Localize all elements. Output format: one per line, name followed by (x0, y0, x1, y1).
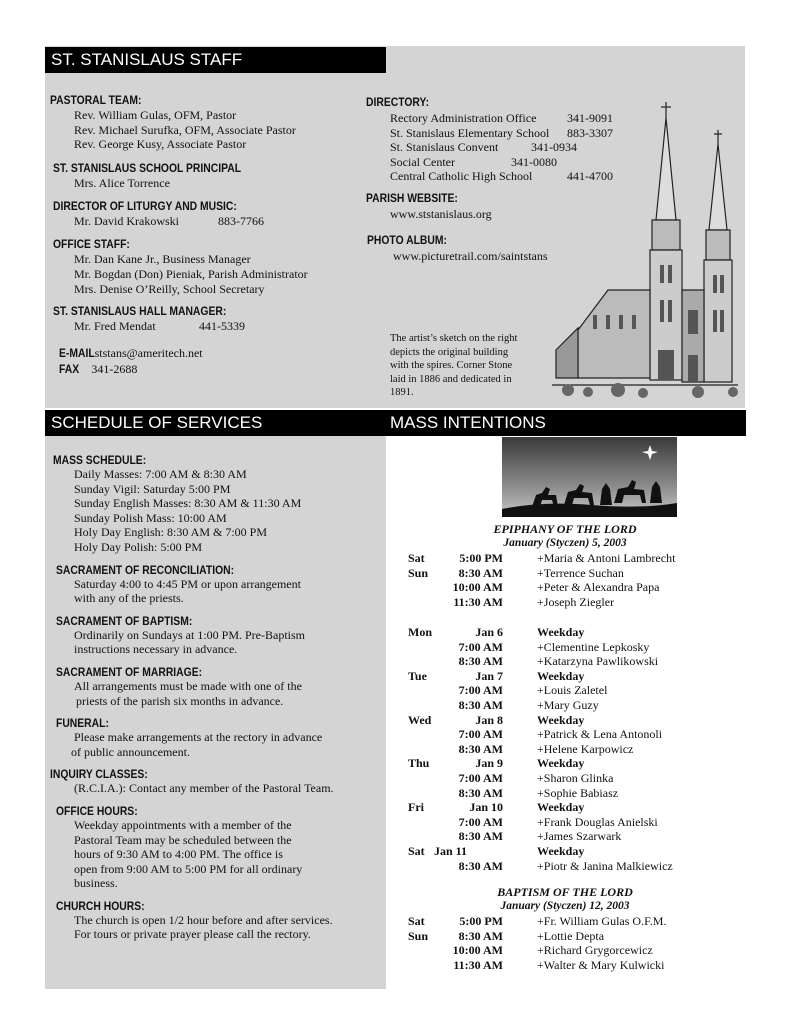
row-intention: +Maria & Antoni Lambrecht (537, 551, 676, 565)
row-time: 7:00 AM (458, 727, 503, 742)
hall-manager-name: Mr. Fred Mendat (74, 319, 156, 334)
office-staff-heading: OFFICE STAFF: (53, 239, 130, 252)
baptism-of-lord-date: January (Styczen) 12, 2003 (500, 900, 630, 912)
schedule-title-bar: SCHEDULE OF SERVICES (45, 410, 386, 436)
directory-entry-name: Rectory Administration Office (390, 111, 537, 125)
row-day: Sat (408, 914, 425, 928)
weekday-day: Mon (408, 625, 432, 639)
directory-entry-phone: 883-3307 (567, 125, 613, 140)
directory-entry-phone: 341-0934 (531, 140, 577, 155)
marriage-heading: SACRAMENT OF MARRIAGE: (56, 666, 203, 679)
inquiry-heading: INQUIRY CLASSES: (50, 769, 148, 782)
baptism-heading: SACRAMENT OF BAPTISM: (56, 615, 193, 628)
reconciliation-heading: SACRAMENT OF RECONCILIATION: (56, 564, 235, 577)
directory-entry-name: Central Catholic High School (390, 169, 533, 184)
baptism-of-lord-title: BAPTISM OF THE LORD (497, 885, 633, 899)
website-heading: PARISH WEBSITE: (366, 192, 458, 205)
weekday-day: Tue (408, 668, 427, 683)
epiphany-title: EPIPHANY OF THE LORD (493, 522, 637, 536)
schedule-line: hours of 9:30 AM to 4:00 PM. The office is (74, 847, 283, 862)
row-intention: +Sophie Babiasz (537, 785, 619, 800)
schedule-line: Please make arrangements at the rectory in advance (74, 730, 323, 745)
schedule-line: Daily Masses: 7:00 AM & 8:30 AM (74, 467, 247, 481)
staff-line: Mr. Bogdan (Don) Pieniak, Parish Administrator (74, 266, 308, 281)
schedule-column (50, 455, 385, 942)
staff-line: Rev. William Gulas, OFM, Pastor (74, 108, 237, 122)
row-intention: +Peter & Alexandra Papa (537, 580, 660, 595)
schedule-line: Sunday Vigil: Saturday 5:00 PM (74, 481, 231, 496)
staff-line: Mr. Dan Kane Jr., Business Manager (74, 252, 251, 267)
weekday-label: Weekday (537, 668, 585, 683)
schedule-line: Sunday English Masses: 8:30 AM & 11:30 AM (74, 496, 302, 511)
website-link[interactable]: www.ststanislaus.org (390, 206, 492, 221)
church-sketch-image (548, 100, 744, 408)
principal-heading: ST. STANISLAUS SCHOOL PRINCIPAL (53, 162, 242, 175)
row-time: 8:30 AM (458, 858, 503, 873)
row-intention: +Richard Grygorcewicz (537, 943, 653, 958)
row-intention: +Helene Karpowicz (537, 741, 634, 756)
row-intention: +Walter & Mary Kulwicki (537, 957, 665, 972)
weekday-date: Jan 7 (475, 668, 503, 683)
weekday-day: Thu (408, 756, 430, 771)
liturgy-phone: 883-7766 (218, 214, 264, 229)
directory-entry-phone: 341-9091 (567, 111, 613, 125)
schedule-line: open from 9:00 AM to 5:00 PM for all ordinary (74, 861, 303, 876)
row-intention: +Lottie Depta (537, 928, 605, 943)
directory-heading: DIRECTORY: (366, 97, 430, 109)
schedule-line: Weekday appointments with a member of the (74, 817, 292, 832)
row-intention: +Joseph Ziegler (537, 594, 615, 609)
staff-line: Rev. George Kusy, Associate Pastor (74, 137, 247, 152)
email-label: E-MAIL (59, 348, 95, 361)
weekday-label: Weekday (537, 800, 585, 815)
funeral-heading: FUNERAL: (56, 718, 109, 731)
staff-title-bar: ST. STANISLAUS STAFF (45, 47, 386, 73)
schedule-line: with any of the priests. (74, 591, 184, 606)
magi-image (502, 437, 677, 517)
weekday-label: Weekday (537, 625, 585, 639)
pastoral-team-heading: PASTORAL TEAM: (50, 95, 142, 107)
weekday-day: Fri (408, 800, 424, 815)
schedule-line: All arrangements must be made with one of the (74, 678, 302, 693)
row-day: Sat (408, 551, 425, 565)
schedule-line: business. (74, 876, 118, 891)
weekday-date: Jan 6 (475, 625, 503, 639)
row-intention: +Louis Zaletel (537, 683, 608, 698)
row-time: 7:00 AM (458, 639, 503, 654)
directory-entry-name: Social Center (390, 154, 455, 169)
hall-manager-heading: ST. STANISLAUS HALL MANAGER: (53, 306, 227, 319)
row-intention: +James Szarwark (537, 829, 622, 844)
weekday-date: Jan 8 (475, 712, 503, 727)
row-time: 8:30 AM (458, 785, 503, 800)
schedule-line: priests of the parish six months in advance. (76, 693, 284, 708)
schedule-line: The church is open 1/2 hour before and after services. (74, 912, 333, 927)
church-hours-heading: CHURCH HOURS: (56, 900, 145, 913)
directory-entry-name: St. Stanislaus Elementary School (390, 125, 550, 140)
office-hours-heading: OFFICE HOURS: (56, 805, 138, 818)
row-time: 10:00 AM (452, 943, 503, 958)
row-time: 11:30 AM (453, 594, 503, 609)
schedule-line: Saturday 4:00 to 4:45 PM or upon arrangement (74, 576, 301, 591)
directory-entry-phone: 341-0080 (511, 154, 557, 169)
schedule-line: Holy Day English: 8:30 AM & 7:00 PM (74, 525, 268, 540)
staff-line: Mrs. Denise O’Reilly, School Secretary (74, 281, 265, 296)
schedule-line: instructions necessary in advance. (74, 642, 238, 657)
row-time: 8:30 AM (458, 829, 503, 844)
directory-entry-phone: 441-4700 (567, 169, 613, 184)
schedule-line: Holy Day Polish: 5:00 PM (74, 539, 203, 554)
photo-album-link[interactable]: www.picturetrail.com/saintstans (393, 248, 548, 263)
row-intention: +Fr. William Gulas O.F.M. (537, 914, 667, 928)
weekday-day: Sat (408, 844, 425, 858)
row-intention: +Frank Douglas Anielski (537, 814, 658, 829)
row-time: 10:00 AM (452, 580, 503, 595)
staff-line: Mrs. Alice Torrence (74, 175, 170, 190)
row-time: 7:00 AM (458, 814, 503, 829)
weekday-label: Weekday (537, 712, 585, 727)
row-time: 8:30 AM (458, 698, 503, 712)
weekday-date: Jan 9 (475, 756, 503, 771)
weekday-label: Weekday (537, 756, 585, 771)
row-time: 8:30 AM (458, 565, 503, 580)
weekday-day: Wed (408, 712, 432, 727)
schedule-line: Ordinarily on Sundays at 1:00 PM. Pre-Baptism (74, 627, 305, 642)
row-intention: +Sharon Glinka (537, 771, 614, 785)
liturgy-name: Mr. David Krakowski (74, 214, 179, 229)
row-intention: +Mary Guzy (537, 698, 599, 712)
row-intention: +Katarzyna Pawlikowski (537, 654, 659, 669)
staff-left-column (50, 95, 380, 377)
schedule-line: (R.C.I.A.): Contact any member of the Pastoral Team. (74, 781, 334, 796)
row-intention: +Patrick & Lena Antonoli (537, 727, 663, 742)
row-intention: +Terrence Suchan (537, 565, 624, 580)
row-intention: +Piotr & Janina Malkiewicz (537, 858, 673, 873)
liturgy-heading: DIRECTOR OF LITURGY AND MUSIC: (53, 201, 237, 214)
weekday-date: Jan 11 (434, 844, 468, 858)
epiphany-date: January (Styczen) 5, 2003 (503, 537, 627, 549)
schedule-line: Pastoral Team may be scheduled between the (74, 832, 292, 847)
weekday-label: Weekday (537, 844, 585, 858)
row-time: 5:00 PM (459, 914, 503, 928)
row-time: 8:30 AM (458, 654, 503, 669)
schedule-line: For tours or private prayer please call the rectory. (74, 927, 311, 942)
weekday-date: Jan 10 (469, 800, 503, 815)
schedule-line: of public announcement. (71, 744, 190, 759)
row-day: Sun (408, 565, 429, 580)
row-time: 8:30 AM (458, 928, 503, 943)
row-time: 5:00 PM (459, 551, 503, 565)
fax-label: FAX (59, 363, 80, 376)
photo-album-heading: PHOTO ALBUM: (367, 234, 447, 247)
row-day: Sun (408, 928, 429, 943)
fax-value: 341-2688 (91, 361, 138, 376)
row-time: 11:30 AM (453, 957, 503, 972)
row-time: 7:00 AM (458, 683, 503, 698)
hall-manager-phone: 441-5339 (199, 319, 245, 334)
directory-entry-name: St. Stanislaus Convent (390, 140, 499, 155)
row-time: 7:00 AM (458, 771, 503, 785)
sketch-caption: The artist’s sketch on the right depicts the original building with the spires. Corner Stone laid in 1886 and dedicated in 1891. (390, 333, 518, 398)
row-time: 8:30 AM (458, 741, 503, 756)
email-value[interactable]: ststans@ameritech.net (94, 346, 203, 361)
intentions-title-bar: MASS INTENTIONS (384, 410, 746, 436)
row-intention: +Clementine Lepkosky (537, 639, 650, 654)
mass-schedule-heading: MASS SCHEDULE: (53, 455, 147, 467)
staff-line: Rev. Michael Surufka, OFM, Associate Pastor (74, 122, 296, 137)
schedule-line: Sunday Polish Mass: 10:00 AM (74, 510, 227, 525)
